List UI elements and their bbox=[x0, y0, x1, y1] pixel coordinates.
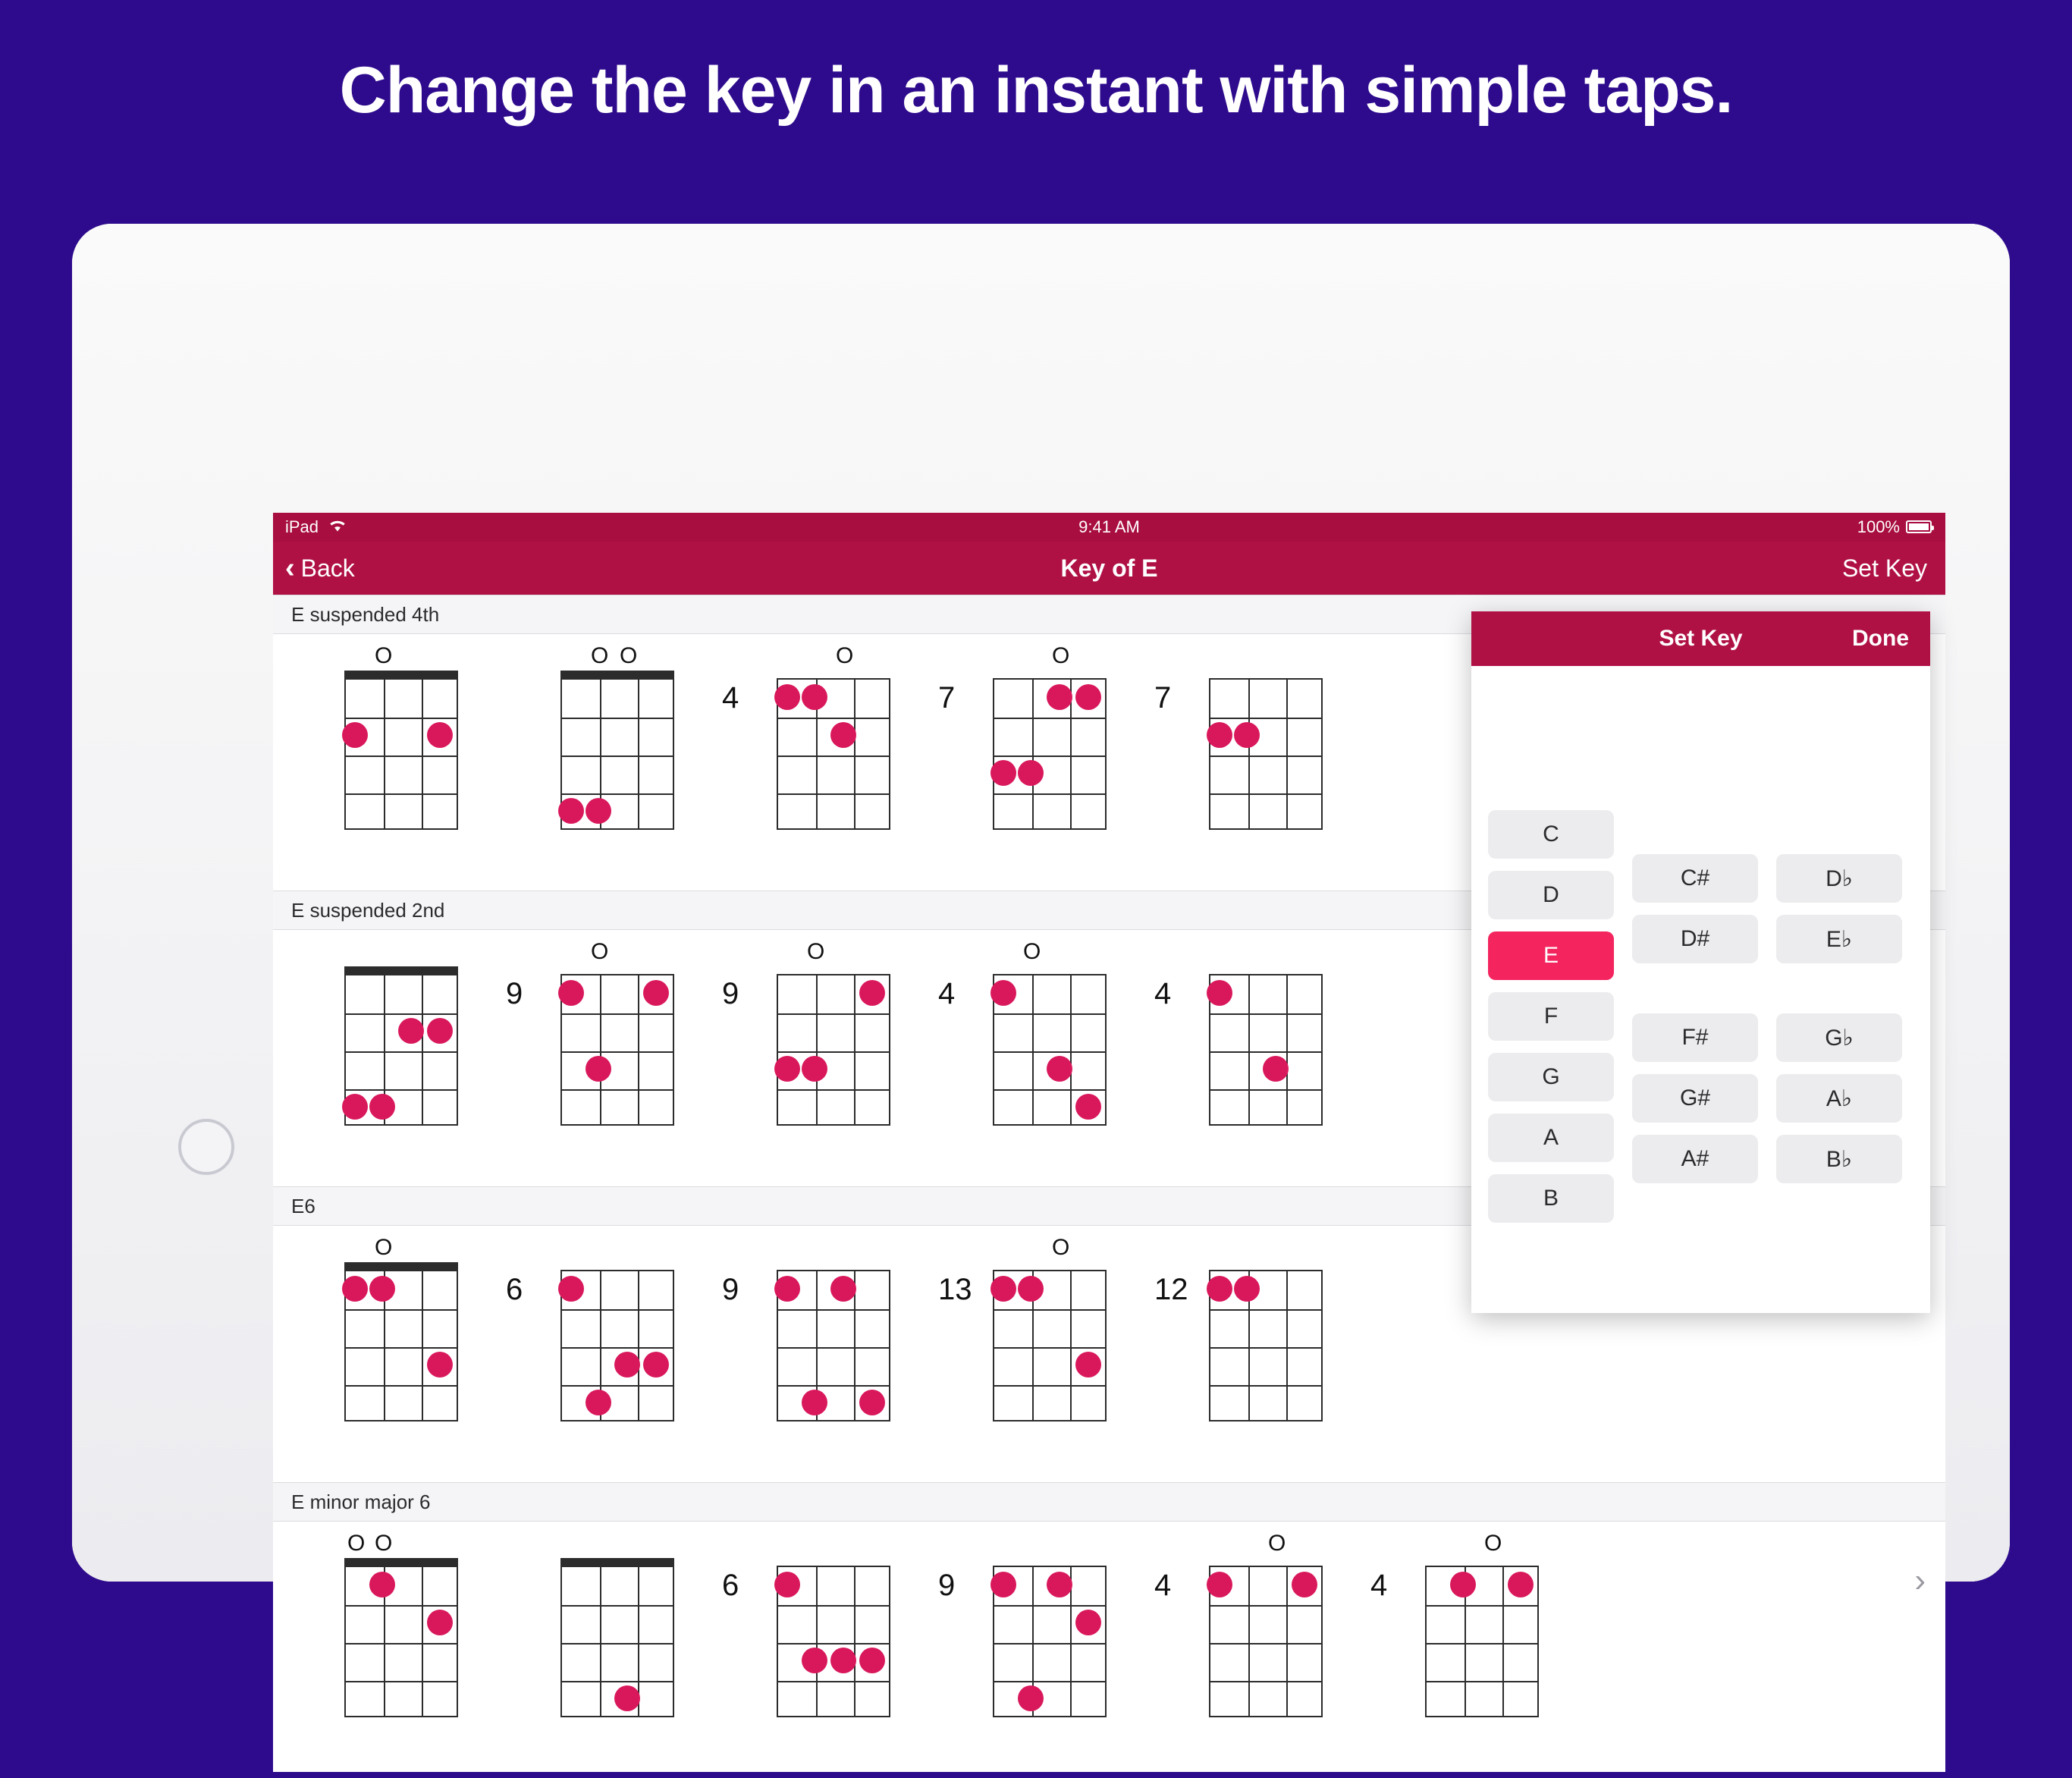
open-string-icon: O bbox=[375, 1235, 393, 1260]
fretboard-grid bbox=[560, 678, 674, 830]
navigation-bar bbox=[273, 542, 1945, 595]
fret-line bbox=[562, 1681, 673, 1682]
fret-line bbox=[1210, 1089, 1321, 1091]
chord-diagram[interactable] bbox=[489, 930, 705, 1186]
ipad-device bbox=[72, 224, 2010, 1602]
finger-dot bbox=[427, 722, 453, 748]
finger-dot bbox=[990, 760, 1016, 786]
set-key-button[interactable]: Set Key bbox=[1841, 554, 1927, 582]
finger-dot bbox=[1207, 980, 1232, 1006]
fret-number: 7 bbox=[938, 681, 956, 715]
fret-line bbox=[778, 1681, 889, 1682]
popover-body bbox=[1471, 666, 1930, 1313]
finger-dot bbox=[1234, 1276, 1260, 1302]
fret-line bbox=[994, 793, 1105, 795]
fret-line bbox=[778, 793, 889, 795]
key-button-accidental[interactable]: G♭ bbox=[1776, 1013, 1902, 1062]
open-string-icon: O bbox=[375, 1531, 393, 1556]
finger-dot bbox=[1263, 1056, 1289, 1082]
fretboard-grid bbox=[993, 1270, 1107, 1421]
open-string-icon: O bbox=[591, 939, 609, 964]
fret-line bbox=[994, 1385, 1105, 1387]
fret-line bbox=[1210, 1643, 1321, 1644]
key-button-accidental[interactable]: C# bbox=[1632, 854, 1758, 903]
fret-line bbox=[778, 1309, 889, 1311]
fret-line bbox=[346, 793, 457, 795]
chord-diagram[interactable] bbox=[1138, 1226, 1354, 1482]
finger-dot bbox=[369, 1276, 395, 1302]
natural-keys-column bbox=[1488, 810, 1614, 1223]
chord-row[interactable] bbox=[273, 1522, 1945, 1778]
finger-dot bbox=[1234, 722, 1260, 748]
fret-line bbox=[562, 1605, 673, 1607]
key-button-c[interactable]: C bbox=[1488, 810, 1614, 859]
string-line bbox=[600, 975, 601, 1124]
chord-diagram[interactable] bbox=[273, 1226, 489, 1482]
finger-dot bbox=[802, 1648, 827, 1673]
fretboard-grid bbox=[1425, 1566, 1539, 1717]
fretboard-grid bbox=[344, 1270, 458, 1421]
fret-number: 4 bbox=[1154, 1569, 1172, 1602]
finger-dot bbox=[369, 1094, 395, 1120]
string-line bbox=[422, 975, 423, 1124]
chord-diagram[interactable] bbox=[705, 1226, 921, 1482]
open-string-markers bbox=[344, 645, 458, 671]
finger-dot bbox=[614, 1685, 640, 1711]
home-button[interactable] bbox=[178, 1119, 234, 1175]
section-header: E suspended 2nd bbox=[273, 891, 1945, 930]
finger-dot bbox=[585, 798, 611, 824]
open-string-icon: O bbox=[1023, 939, 1041, 964]
finger-dot bbox=[990, 1572, 1016, 1597]
fretboard-grid bbox=[777, 678, 890, 830]
finger-dot bbox=[1075, 1094, 1101, 1120]
nut bbox=[560, 671, 674, 678]
fret-line bbox=[1210, 1013, 1321, 1015]
fretboard-grid bbox=[560, 1566, 674, 1717]
finger-dot bbox=[802, 1056, 827, 1082]
finger-dot bbox=[1207, 722, 1232, 748]
fret-line bbox=[1210, 718, 1321, 719]
finger-dot bbox=[990, 1276, 1016, 1302]
finger-dot bbox=[558, 980, 584, 1006]
fretboard-grid bbox=[993, 1566, 1107, 1717]
finger-dot bbox=[369, 1572, 395, 1597]
fret-number: 12 bbox=[1154, 1273, 1188, 1306]
finger-dot bbox=[342, 1094, 368, 1120]
chord-diagram[interactable] bbox=[705, 930, 921, 1186]
status-bar bbox=[273, 513, 1945, 542]
chord-diagram[interactable] bbox=[705, 1522, 921, 1778]
string-line bbox=[1032, 680, 1034, 828]
fret-line bbox=[562, 1013, 673, 1015]
string-line bbox=[1248, 975, 1250, 1124]
key-button-accidental[interactable]: D♭ bbox=[1776, 854, 1902, 903]
finger-dot bbox=[585, 1390, 611, 1415]
fret-number: 9 bbox=[938, 1569, 956, 1602]
key-button-accidental[interactable]: A♭ bbox=[1776, 1074, 1902, 1123]
finger-dot bbox=[558, 1276, 584, 1302]
fret-line bbox=[1210, 1385, 1321, 1387]
string-line bbox=[422, 1567, 423, 1716]
string-line bbox=[422, 680, 423, 828]
fret-line bbox=[562, 1347, 673, 1349]
finger-dot bbox=[774, 1572, 800, 1597]
finger-dot bbox=[1292, 1572, 1317, 1597]
open-string-icon: O bbox=[1052, 1235, 1070, 1260]
fretboard-grid bbox=[777, 1270, 890, 1421]
fret-line bbox=[994, 1051, 1105, 1053]
chord-strip bbox=[273, 634, 1354, 891]
chord-diagram[interactable] bbox=[1138, 930, 1354, 1186]
fret-number: 4 bbox=[1370, 1569, 1388, 1602]
fret-line bbox=[562, 755, 673, 757]
section-header: E suspended 4th bbox=[273, 595, 1945, 634]
fret-line bbox=[994, 755, 1105, 757]
finger-dot bbox=[774, 1276, 800, 1302]
finger-dot bbox=[1075, 1352, 1101, 1377]
key-button-accidental[interactable]: B♭ bbox=[1776, 1135, 1902, 1183]
fret-line bbox=[346, 755, 457, 757]
fretboard-grid bbox=[560, 974, 674, 1126]
finger-dot bbox=[1047, 684, 1072, 710]
grid-lines bbox=[344, 1566, 458, 1717]
fret-line bbox=[994, 1089, 1105, 1091]
key-button-accidental[interactable]: F# bbox=[1632, 1013, 1758, 1062]
open-string-markers bbox=[993, 645, 1107, 671]
fret-line bbox=[994, 1605, 1105, 1607]
fret-number: 9 bbox=[722, 1273, 739, 1306]
fret-line bbox=[346, 1309, 457, 1311]
done-button[interactable]: Done bbox=[1852, 626, 1909, 651]
fretboard-grid bbox=[1209, 974, 1323, 1126]
finger-dot bbox=[398, 1018, 424, 1044]
fret-line bbox=[994, 1681, 1105, 1682]
finger-dot bbox=[1075, 1610, 1101, 1635]
popover-header bbox=[1471, 611, 1930, 666]
finger-dot bbox=[830, 722, 856, 748]
nut bbox=[344, 1558, 458, 1566]
grid-lines bbox=[1209, 678, 1323, 830]
fret-line bbox=[346, 1051, 457, 1053]
finger-dot bbox=[1018, 1685, 1044, 1711]
fret-line bbox=[994, 718, 1105, 719]
fret-line bbox=[346, 718, 457, 719]
finger-dot bbox=[774, 684, 800, 710]
finger-dot bbox=[427, 1610, 453, 1635]
open-string-icon: O bbox=[620, 643, 638, 668]
key-button-f[interactable]: F bbox=[1488, 992, 1614, 1041]
fret-line bbox=[1210, 1309, 1321, 1311]
app-screen bbox=[273, 513, 1945, 1772]
chord-diagram[interactable] bbox=[273, 1522, 489, 1778]
string-line bbox=[384, 680, 385, 828]
string-line bbox=[1070, 1271, 1072, 1420]
open-string-markers bbox=[344, 1236, 458, 1262]
fret-line bbox=[994, 1643, 1105, 1644]
chord-diagram[interactable] bbox=[921, 1226, 1138, 1482]
key-button-accidental[interactable]: G# bbox=[1632, 1074, 1758, 1123]
nut bbox=[344, 1262, 458, 1270]
fret-line bbox=[562, 1385, 673, 1387]
finger-dot bbox=[643, 980, 669, 1006]
chord-diagram[interactable] bbox=[921, 634, 1138, 891]
chord-diagram[interactable] bbox=[489, 1522, 705, 1778]
finger-dot bbox=[830, 1648, 856, 1673]
fret-line bbox=[778, 1051, 889, 1053]
string-line bbox=[854, 680, 855, 828]
finger-dot bbox=[585, 1056, 611, 1082]
fret-line bbox=[1210, 1347, 1321, 1349]
finger-dot bbox=[643, 1352, 669, 1377]
open-string-icon: O bbox=[1052, 643, 1070, 668]
string-line bbox=[1502, 1567, 1504, 1716]
status-bar-time: 9:41 AM bbox=[1078, 517, 1140, 536]
open-string-icon: O bbox=[347, 1531, 366, 1556]
chord-diagram[interactable] bbox=[1138, 1522, 1354, 1778]
nut bbox=[344, 671, 458, 678]
scroll-right-chevron-icon[interactable]: › bbox=[1914, 1562, 1926, 1599]
accidental-keys-grid bbox=[1632, 854, 1902, 1183]
fret-line bbox=[562, 793, 673, 795]
open-string-markers bbox=[777, 941, 890, 966]
fret-number: 4 bbox=[1154, 977, 1172, 1010]
nav-title: Key of E bbox=[1060, 554, 1158, 582]
key-button-accidental[interactable]: A# bbox=[1632, 1135, 1758, 1183]
fretboard-grid bbox=[993, 678, 1107, 830]
open-string-icon: O bbox=[836, 643, 854, 668]
battery-percent: 100% bbox=[1857, 517, 1900, 536]
finger-dot bbox=[830, 1276, 856, 1302]
finger-dot bbox=[342, 722, 368, 748]
open-string-icon: O bbox=[1268, 1531, 1286, 1556]
chord-strip bbox=[273, 1226, 1354, 1482]
open-string-markers bbox=[993, 941, 1107, 966]
fretboard-grid bbox=[1209, 1270, 1323, 1421]
finger-dot bbox=[859, 1648, 885, 1673]
string-line bbox=[638, 1271, 639, 1420]
open-string-markers bbox=[344, 1532, 458, 1558]
fretboard-grid bbox=[777, 1566, 890, 1717]
chord-diagram[interactable] bbox=[273, 930, 489, 1186]
set-key-popover[interactable] bbox=[1471, 611, 1930, 1313]
chord-diagram[interactable] bbox=[705, 634, 921, 891]
finger-dot bbox=[802, 684, 827, 710]
chord-diagram[interactable] bbox=[273, 634, 489, 891]
fret-line bbox=[346, 1385, 457, 1387]
finger-dot bbox=[1207, 1276, 1232, 1302]
finger-dot bbox=[802, 1390, 827, 1415]
finger-dot bbox=[1018, 760, 1044, 786]
open-string-icon: O bbox=[375, 643, 393, 668]
finger-dot bbox=[859, 1390, 885, 1415]
key-button-d[interactable]: D bbox=[1488, 871, 1614, 919]
fret-line bbox=[1210, 755, 1321, 757]
fretboard-grid bbox=[993, 974, 1107, 1126]
string-line bbox=[1248, 680, 1250, 828]
fret-line bbox=[562, 1051, 673, 1053]
fret-line bbox=[778, 755, 889, 757]
grid-lines bbox=[344, 678, 458, 830]
finger-dot bbox=[1207, 1572, 1232, 1597]
string-line bbox=[816, 1567, 818, 1716]
string-line bbox=[1286, 680, 1288, 828]
key-button-g[interactable]: G bbox=[1488, 1053, 1614, 1101]
chord-strip bbox=[273, 1522, 1570, 1778]
nut bbox=[560, 1558, 674, 1566]
fret-line bbox=[562, 718, 673, 719]
fret-number: 4 bbox=[938, 977, 956, 1010]
string-line bbox=[1248, 1567, 1250, 1716]
fret-line bbox=[346, 1347, 457, 1349]
fret-line bbox=[346, 1605, 457, 1607]
fretboard-grid bbox=[1209, 678, 1323, 830]
key-button-b[interactable]: B bbox=[1488, 1174, 1614, 1223]
section-header: E minor major 6 bbox=[273, 1482, 1945, 1522]
nut bbox=[344, 966, 458, 974]
page-title: Change the key in an instant with simple taps. bbox=[339, 54, 1733, 127]
chord-strip bbox=[273, 930, 1354, 1186]
chord-diagram[interactable] bbox=[1138, 634, 1354, 891]
string-line bbox=[854, 1567, 855, 1716]
finger-dot bbox=[1075, 684, 1101, 710]
open-string-markers bbox=[560, 941, 674, 966]
key-button-a[interactable]: A bbox=[1488, 1114, 1614, 1162]
string-line bbox=[1286, 975, 1288, 1124]
fret-line bbox=[346, 1681, 457, 1682]
finger-dot bbox=[1018, 1276, 1044, 1302]
fret-line bbox=[1210, 1051, 1321, 1053]
finger-dot bbox=[1047, 1056, 1072, 1082]
finger-dot bbox=[1450, 1572, 1476, 1597]
string-line bbox=[600, 1567, 601, 1716]
open-string-markers bbox=[777, 645, 890, 671]
fret-number: 4 bbox=[722, 681, 739, 715]
fret-line bbox=[994, 1347, 1105, 1349]
finger-dot bbox=[859, 980, 885, 1006]
fret-line bbox=[778, 1347, 889, 1349]
fretboard-grid bbox=[560, 1270, 674, 1421]
fret-line bbox=[778, 1013, 889, 1015]
string-line bbox=[1032, 975, 1034, 1124]
fret-line bbox=[994, 1309, 1105, 1311]
chord-diagram[interactable] bbox=[921, 1522, 1138, 1778]
string-line bbox=[422, 1271, 423, 1420]
fret-line bbox=[346, 1013, 457, 1015]
open-string-markers bbox=[560, 645, 674, 671]
fret-line bbox=[562, 1309, 673, 1311]
fret-number: 13 bbox=[938, 1273, 972, 1306]
fret-number: 9 bbox=[506, 977, 523, 1010]
finger-dot bbox=[1047, 1572, 1072, 1597]
fret-line bbox=[1427, 1681, 1537, 1682]
fret-line bbox=[994, 1013, 1105, 1015]
fret-line bbox=[1427, 1605, 1537, 1607]
fret-number: 9 bbox=[722, 977, 739, 1010]
back-button-label: Back bbox=[300, 554, 355, 582]
finger-dot bbox=[990, 980, 1016, 1006]
open-string-markers bbox=[1425, 1532, 1539, 1558]
key-button-accidental[interactable]: D# bbox=[1632, 915, 1758, 963]
chord-diagram[interactable] bbox=[921, 930, 1138, 1186]
fretboard-grid bbox=[344, 678, 458, 830]
fret-line bbox=[1210, 1681, 1321, 1682]
fret-line bbox=[778, 718, 889, 719]
fret-line bbox=[1427, 1643, 1537, 1644]
key-button-accidental[interactable]: E♭ bbox=[1776, 915, 1902, 963]
key-button-e[interactable]: E bbox=[1488, 931, 1614, 980]
accidental-spacer bbox=[1632, 975, 1902, 1001]
finger-dot bbox=[614, 1352, 640, 1377]
device-label: iPad bbox=[285, 517, 319, 536]
section-header: E6 bbox=[273, 1186, 1945, 1226]
open-string-icon: O bbox=[591, 643, 609, 668]
fretboard-grid bbox=[1209, 1566, 1323, 1717]
fret-number: 6 bbox=[506, 1273, 523, 1306]
finger-dot bbox=[1508, 1572, 1534, 1597]
fret-line bbox=[778, 1385, 889, 1387]
finger-dot bbox=[774, 1056, 800, 1082]
fret-line bbox=[1210, 793, 1321, 795]
battery-icon bbox=[1906, 520, 1932, 533]
fret-line bbox=[778, 1643, 889, 1644]
open-string-markers bbox=[993, 1236, 1107, 1262]
open-string-markers bbox=[1209, 1532, 1323, 1558]
string-line bbox=[816, 975, 818, 1124]
chevron-left-icon: ‹ bbox=[285, 552, 295, 584]
string-line bbox=[1070, 975, 1072, 1124]
finger-dot bbox=[427, 1018, 453, 1044]
chord-diagram[interactable] bbox=[489, 634, 705, 891]
fret-line bbox=[346, 1089, 457, 1091]
string-line bbox=[638, 680, 639, 828]
fretboard-grid bbox=[777, 974, 890, 1126]
fretboard-grid bbox=[344, 974, 458, 1126]
fretboard-grid bbox=[344, 1566, 458, 1717]
fret-line bbox=[1210, 1605, 1321, 1607]
finger-dot bbox=[427, 1352, 453, 1377]
fret-line bbox=[778, 1605, 889, 1607]
finger-dot bbox=[342, 1276, 368, 1302]
chord-diagram[interactable] bbox=[489, 1226, 705, 1482]
string-line bbox=[1286, 1567, 1288, 1716]
chord-diagram[interactable] bbox=[1354, 1522, 1570, 1778]
finger-dot bbox=[558, 798, 584, 824]
popover-title: Set Key bbox=[1659, 626, 1743, 651]
string-line bbox=[854, 975, 855, 1124]
string-line bbox=[1286, 1271, 1288, 1420]
fret-line bbox=[778, 1089, 889, 1091]
fret-number: 6 bbox=[722, 1569, 739, 1602]
string-line bbox=[638, 975, 639, 1124]
fret-line bbox=[346, 1643, 457, 1644]
open-string-icon: O bbox=[1484, 1531, 1502, 1556]
open-string-icon: O bbox=[807, 939, 825, 964]
fret-number: 7 bbox=[1154, 681, 1172, 715]
fret-line bbox=[562, 1643, 673, 1644]
fret-line bbox=[562, 1089, 673, 1091]
